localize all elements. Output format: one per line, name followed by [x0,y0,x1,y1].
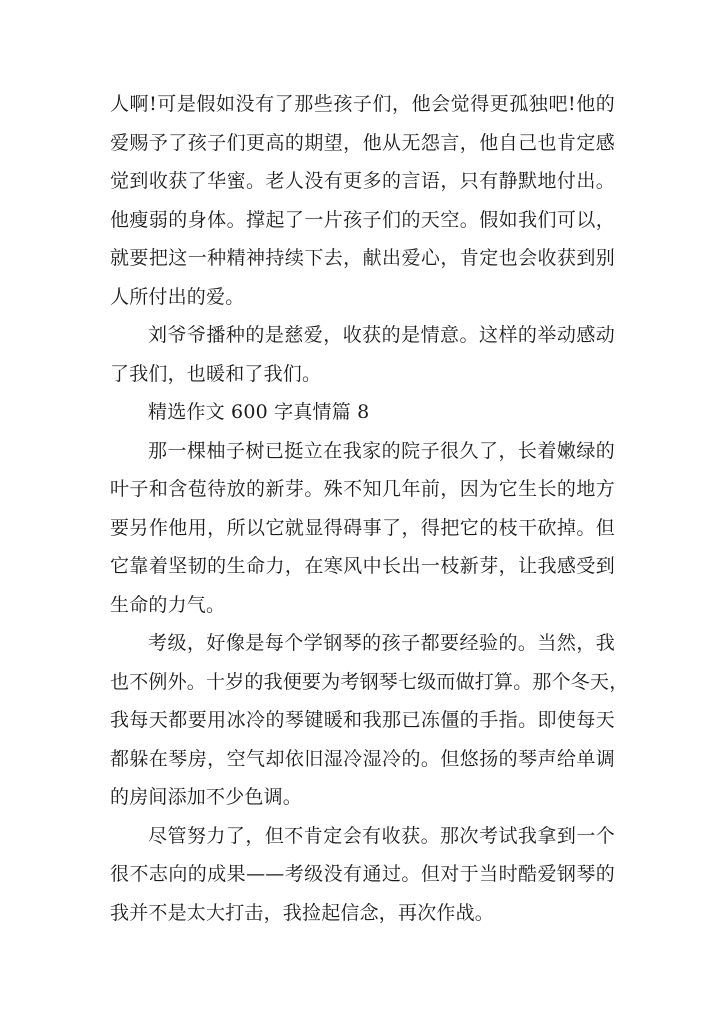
text-line: 我每天都要用冰冷的琴键暖和我那已冻僵的手指。即使每天 [110,709,615,731]
text-line: 它靠着坚韧的生命力，在寒风中长出一枝新芽，让我感受到 [110,555,615,577]
section-heading: 精选作文 600 字真情篇 8 [148,401,370,423]
paragraph-start-line: 那一棵柚子树已挺立在我家的院子很久了，长着嫩绿的 [148,440,615,462]
text-line: 要另作他用，所以它就显得碍事了，得把它的枝干砍掉。但 [110,517,615,539]
paragraph-start-line: 尽管努力了，但不肯定会有收获。那次考试我拿到一个 [148,825,615,847]
paragraph-start-line: 考级，好像是每个学钢琴的孩子都要经验的。当然，我 [148,632,615,654]
text-line: 爱赐予了孩子们更高的期望，他从无怨言，他自己也肯定感 [110,132,615,154]
text-line: 都躲在琴房，空气却依旧湿冷湿冷的。但悠扬的琴声给单调 [110,748,615,770]
text-line: 了我们，也暖和了我们。 [110,363,322,385]
text-line: 人所付出的爱。 [110,286,245,308]
text-line: 也不例外。十岁的我便要为考钢琴七级而做打算。那个冬天， [110,671,629,693]
text-line: 的房间添加不少色调。 [110,786,303,808]
text-line: 觉到收获了华蜜。老人没有更多的言语，只有静默地付出。 [110,170,615,192]
paragraph-start-line: 刘爷爷播种的是慈爱，收获的是情意。这样的举动感动 [148,324,615,346]
text-line: 很不志向的成果——考级没有通过。但对于当时酷爱钢琴的 [110,863,615,885]
text-line: 生命的力气。 [110,594,226,616]
text-line: 我并不是太大打击，我捡起信念，再次作战。 [110,902,495,924]
text-line: 他瘦弱的身体。撑起了一片孩子们的天空。假如我们可以， [110,209,615,231]
text-line: 就要把这一种精神持续下去，献出爱心，肯定也会收获到别 [110,247,615,269]
text-line: 叶子和含苞待放的新芽。殊不知几年前，因为它生长的地方 [110,478,615,500]
text-line: 人啊!可是假如没有了那些孩子们，他会觉得更孤独吧!他的 [110,93,615,115]
